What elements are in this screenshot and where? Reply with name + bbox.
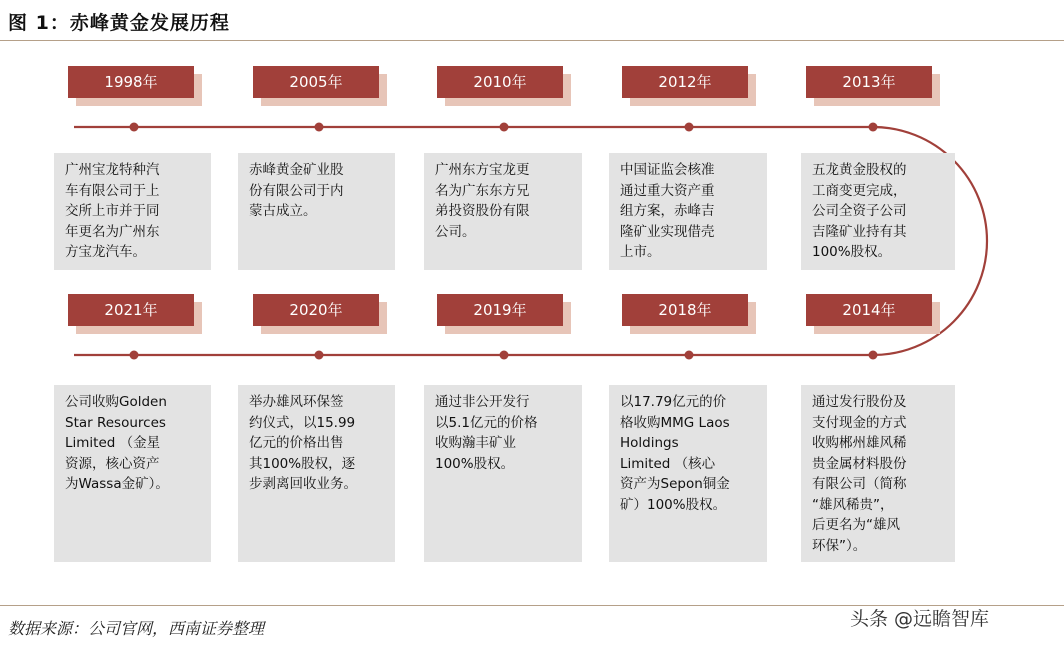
event-description: 中国证监会核准 通过重大资产重 组方案，赤峰吉 隆矿业实现借壳 上市。 (609, 153, 767, 270)
year-text: 2005年 (253, 66, 379, 98)
year-label-2018 (622, 294, 748, 326)
event-description: 举办雄风环保签 约仪式，以15.99 亿元的价格出售 其100%股权，逐 步剥离回收业务。 (238, 385, 395, 562)
timeline-dot (869, 123, 878, 132)
year-label-2010 (437, 66, 563, 98)
event-description: 五龙黄金股权的 工商变更完成， 公司全资子公司 吉隆矿业持有其 100%股权。 (801, 153, 955, 270)
year-label-2019 (437, 294, 563, 326)
year-label-2020 (253, 294, 379, 326)
timeline-dot (500, 351, 509, 360)
event-description: 广州宝龙特种汽 车有限公司于上 交所上市并于同 年更名为广州东 方宝龙汽车。 (54, 153, 211, 270)
timeline-dot (685, 123, 694, 132)
year-text: 2018年 (622, 294, 748, 326)
year-text: 2012年 (622, 66, 748, 98)
year-text: 2021年 (68, 294, 194, 326)
event-description: 赤峰黄金矿业股 份有限公司于内 蒙古成立。 (238, 153, 395, 270)
year-label-1998 (68, 66, 194, 98)
timeline-dot (130, 123, 139, 132)
timeline-dot (685, 351, 694, 360)
watermark: 头条 @远瞻智库 (850, 608, 990, 630)
year-label-2014 (806, 294, 932, 326)
timeline-dot (869, 351, 878, 360)
year-label-2021 (68, 294, 194, 326)
timeline-dot (500, 123, 509, 132)
event-description: 通过发行股份及 支付现金的方式 收购郴州雄风稀 贵金属材料股份 有限公司（简称 “雄风稀贵”， 后更名为“雄风 环保”）。 (801, 385, 955, 562)
year-label-2012 (622, 66, 748, 98)
year-text: 2019年 (437, 294, 563, 326)
year-text: 2020年 (253, 294, 379, 326)
year-text: 2010年 (437, 66, 563, 98)
timeline-dot (315, 123, 324, 132)
timeline-dot (130, 351, 139, 360)
event-description: 通过非公开发行 以5.1亿元的价格 收购瀚丰矿业 100%股权。 (424, 385, 582, 562)
year-text: 2014年 (806, 294, 932, 326)
year-text: 1998年 (68, 66, 194, 98)
source-note: 数据来源：公司官网，西南证券整理 (8, 619, 265, 638)
event-description: 广州东方宝龙更 名为广东东方兄 弟投资股份有限 公司。 (424, 153, 582, 270)
year-text: 2013年 (806, 66, 932, 98)
figure-title: 图 1：赤峰黄金发展历程 (8, 12, 230, 34)
event-description: 公司收购Golden Star Resources Limited （金星 资源，核心资产 为Wassa金矿）。 (54, 385, 211, 562)
year-label-2005 (253, 66, 379, 98)
year-label-2013 (806, 66, 932, 98)
event-description: 以17.79亿元的价 格收购MMG Laos Holdings Limited （核心 资产为Sepon铜金 矿）100%股权。 (609, 385, 767, 562)
timeline-dot (315, 351, 324, 360)
